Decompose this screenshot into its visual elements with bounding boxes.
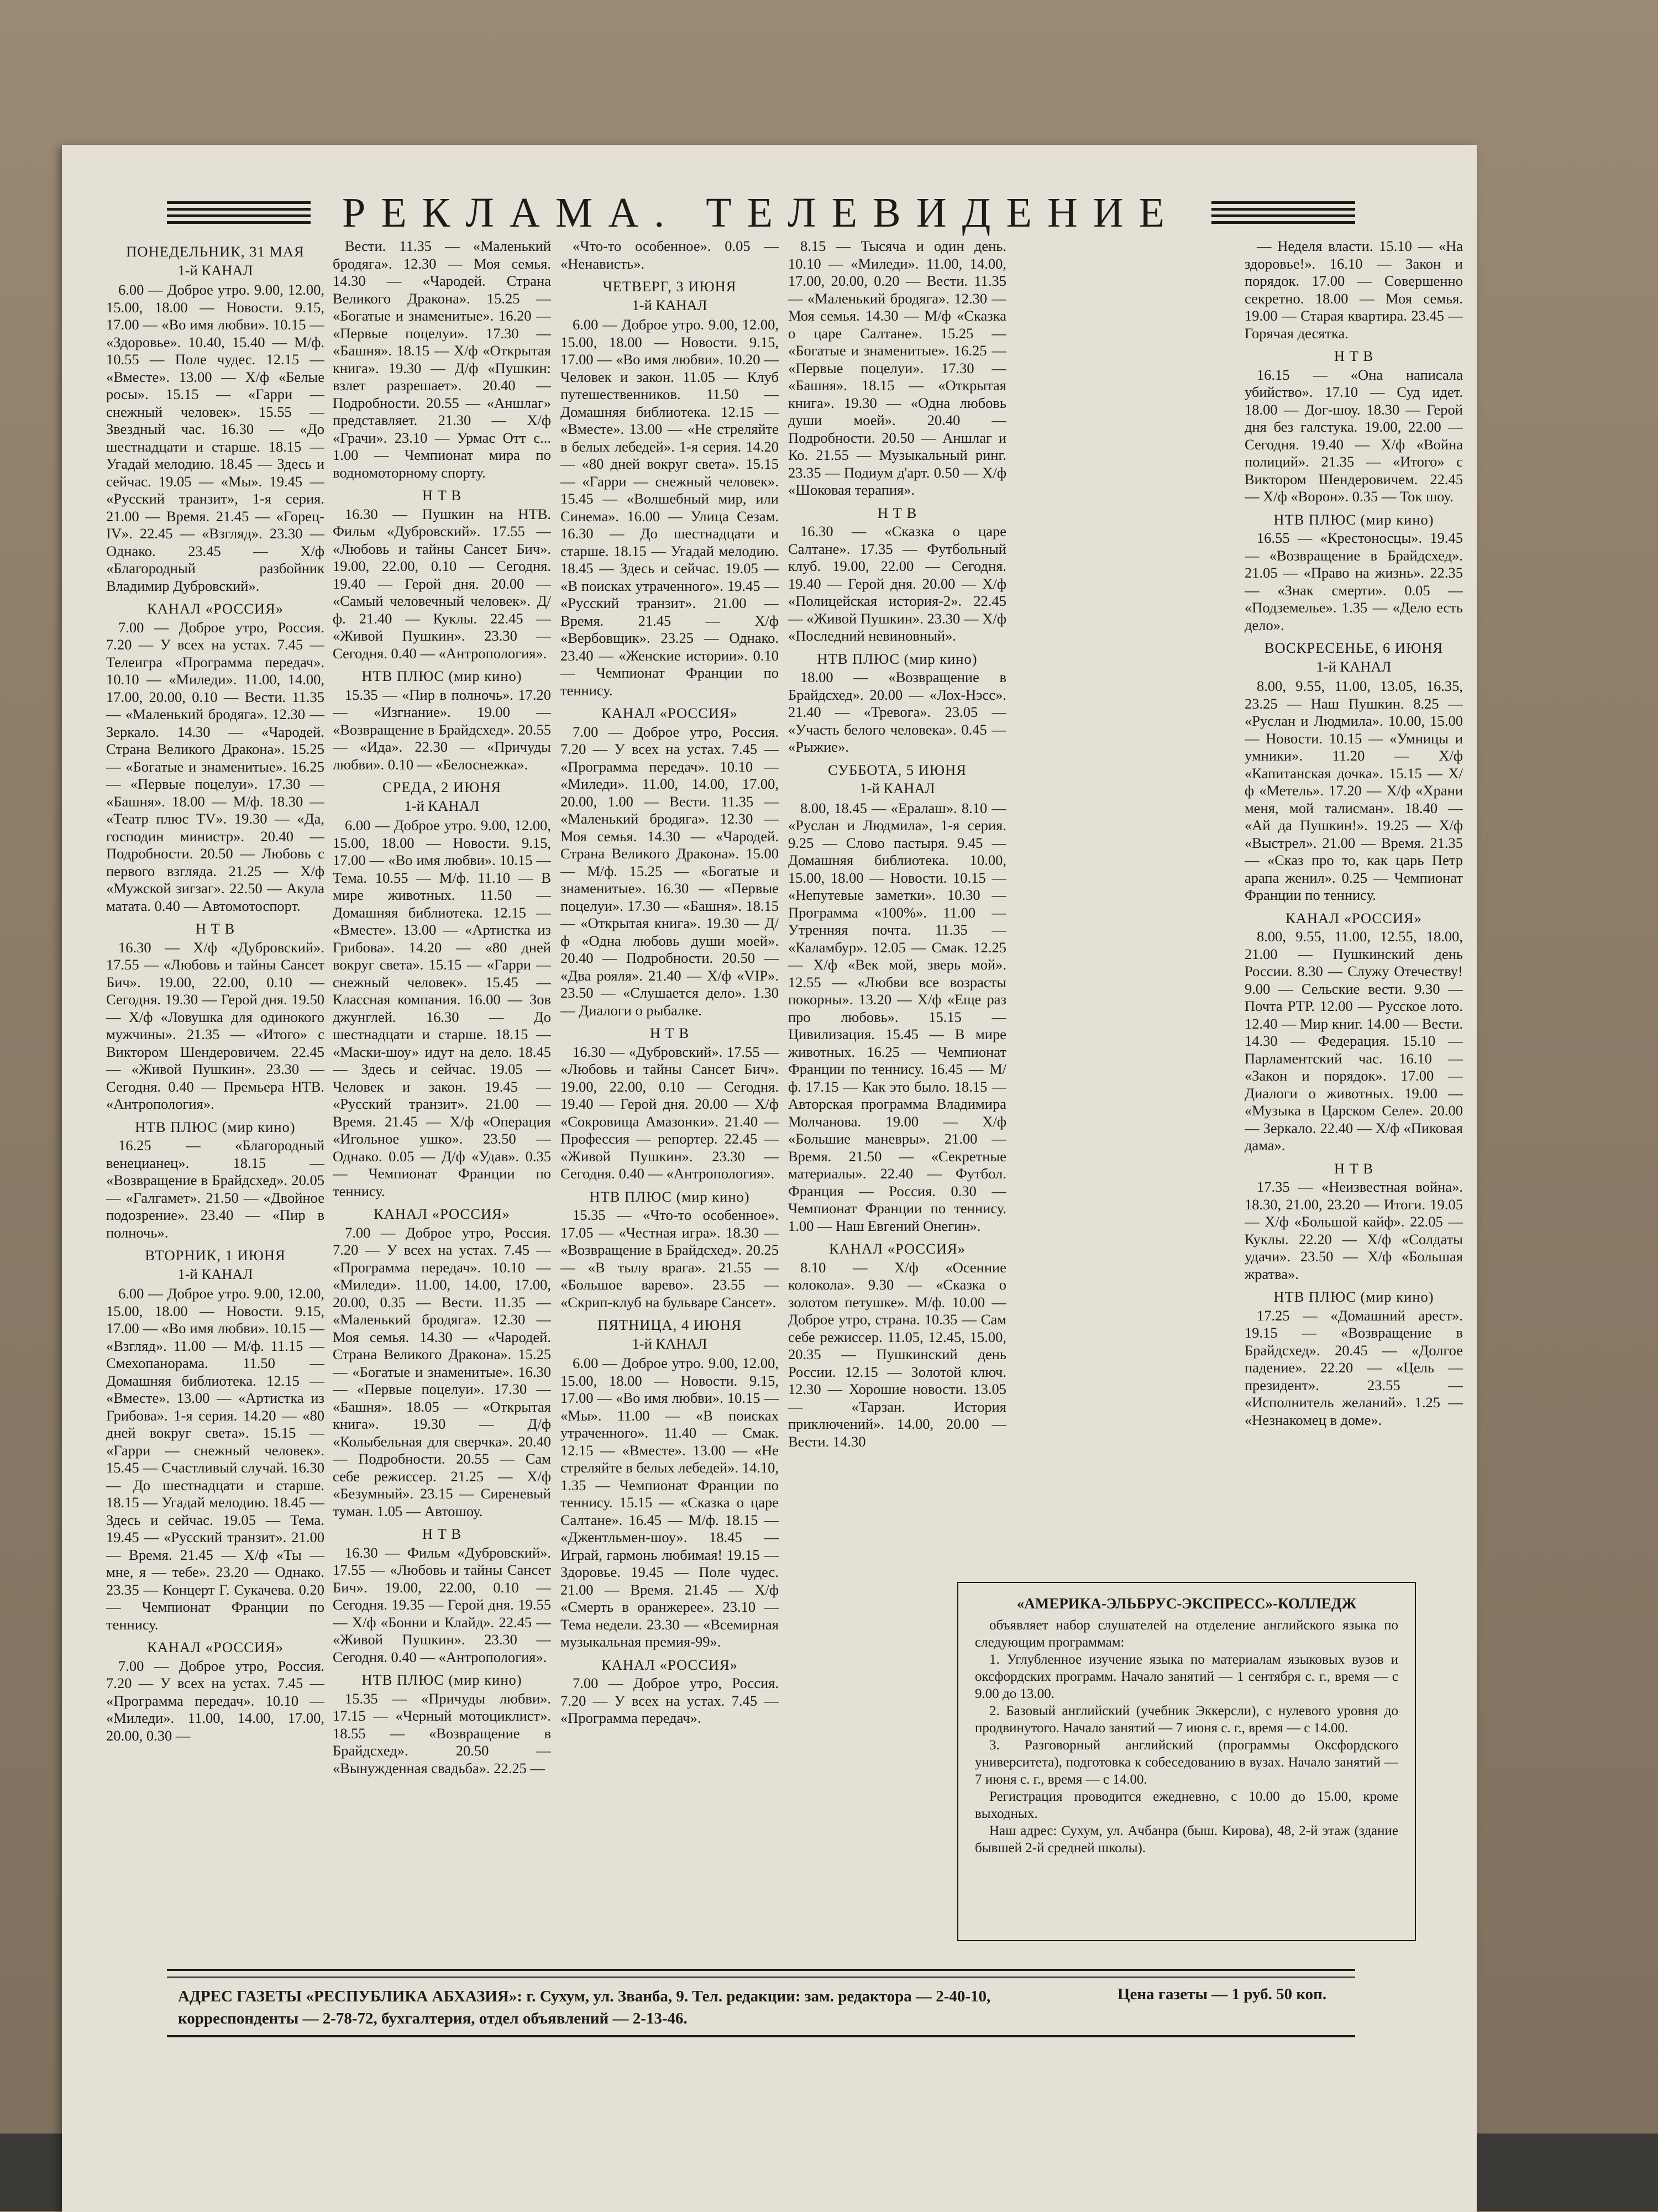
schedule-text: 8.15 — Тысяча и один день. 10.10 — «Миледи». 11.00, 14.00, 17.00, 20.00, 0.20 — Вести. 11.35 — «Маленький бродяга». 12.30 — Моя семья. 14.30 — М/ф «Сказка о царе Салтане». 15.25 — «Богатые и знаменитые». 16.25 — «Первые поцелуи». 17.30 — «Башня». 18.15 — «Открытая книга». 19.30 — «Одна любовь души моей». 20.40 — Подробности. 20.50 — Аншлаг и Ко. 21.55 — Музыкальный ринг. 23.35 — Подиум д'арт. 0.50 — Х/ф «Шоковая терапия». bbox=[788, 238, 1006, 498]
channel-heading: Н Т В bbox=[649, 1025, 690, 1041]
channel-heading: Н Т В bbox=[422, 1526, 462, 1542]
channel-heading: 1-й КАНАЛ bbox=[1316, 658, 1392, 675]
ad-text: Наш адрес: Сухум, ул. Ачбанра (быш. Кирова), 48, 2-й этаж (здание бывшей 2-й средней школы). bbox=[975, 1823, 1398, 1855]
ad-text: 1. Углубленное изучение языка по материалам языковых вузов и оксфордских программ. Начало занятий — 1 сентября с. г., время — с 9.00 до 13.00. bbox=[975, 1652, 1398, 1701]
page-title: РЕКЛАМА. ТЕЛЕВИДЕНИЕ bbox=[342, 190, 1180, 236]
schedule-text: 6.00 — Доброе утро. 9.00, 12.00, 15.00, 18.00 — Новости. 9.15, 17.00 — «Во имя любви». 10.15 — «Взгляд». 11.00 — М/ф. 11.15 — Смехопанорама. 11.50 — Домашняя библиотека. 12.15 — «Вместе». 13.00 — «Артистка из Грибова». 1-я серия. 14.20 — «80 дней вокруг света». 15.15 — «Гарри — снежный человек». 15.45 — Счастливый случай. 16.30 — До шестнадцати и старше. 18.15 — Угадай мелодию. 18.45 — Здесь и сейчас. 19.05 — Тема. 19.45 — «Русский транзит». 21.00 — Время. 21.45 — Х/ф «Ты — мне, я — тебе». 23.20 — Однако. 23.35 — Концерт Г. Сукачева. 0.20 — Чемпионат Франции по теннису. bbox=[106, 1285, 324, 1633]
schedule-text: 8.00, 18.45 — «Ералаш». 8.10 — «Руслан и Людмила», 1-я серия. 9.25 — Слово пастыря. 9.45 — Домашняя библиотека. 10.00, 15.00, 18.00 — Новости. 10.15 — «Непутевые заметки». 10.30 — Программа «100%». 11.00 — Утренняя почта. 11.35 — «Каламбур». 12.05 — Смак. 12.25 — Х/ф «Век мой, зверь мой». 12.55 — «Любви все возрасты покорны». 13.20 — Х/ф «Еще раз про любовь». 15.15 — Цивилизация. 15.45 — В мире животных. 16.25 — Чемпионат Франции по теннису. 16.45 — М/ф. 17.15 — Как это было. 18.15 — Авторская программа Владимира Молчанова. 19.00 — Х/ф «Большие маневры». 21.00 — Время. 21.50 — «Секретные материалы». 22.40 — Футбол. Франция — Россия. 0.30 — Чемпионат Франции по теннису. 1.00 — Наш Евгений Онегин». bbox=[788, 799, 1006, 1234]
channel-heading: 1-й КАНАЛ bbox=[177, 1265, 253, 1282]
column-2 bbox=[333, 238, 551, 1951]
schedule-text: Вести. 11.35 — «Маленький бродяга». 12.30 — Моя семья. 14.30 — «Чародей. Страна Великого Дракона». 15.25 — «Богатые и знаменитые». 16.20 — «Первые поцелуи». 17.30 — «Башня». 18.15 — Х/ф «Открытая книга». 19.30 — Д/ф «Пушкин: взлет разрешает». 20.40 — Подробности. 20.55 — «Аншлаг» представляет. 21.30 — Х/ф «Грачи». 23.10 — Урмас Отт с... 1.00 — Чемпионат мира по водномоторному спорту. bbox=[333, 238, 551, 481]
channel-heading: КАНАЛ «РОССИЯ» bbox=[147, 600, 284, 617]
channel-heading: НТВ ПЛЮС (мир кино) bbox=[817, 650, 978, 667]
schedule-text: 8.00, 9.55, 11.00, 12.55, 18.00, 21.00 — Пушкинский день России. 8.30 — Служу Отечеству! 9.00 — Сельские вести. 9.30 — Почта РТР. 12.00 — Русское лото. 12.40 — Мир книг. 14.00 — Вести. 14.30 — Федерация. 15.10 — Парламентский час. 16.10 — «Закон и порядок». 17.00 — Диалоги о животных. 19.00 — «Музыка в Царском Селе». 20.00 — Зеркало. 22.40 — Х/ф «Пиковая дама». bbox=[1245, 928, 1463, 1154]
channel-heading: Н Т В bbox=[195, 920, 235, 937]
channel-heading: 1-й КАНАЛ bbox=[404, 797, 480, 814]
address-text: АДРЕС ГАЗЕТЫ «РЕСПУБЛИКА АБХАЗИЯ»: г. Сухум, ул. Званба, 9. Тел. редакции: зам. редактора — 2-40-10, корреспонденты — 2-78-72, бухгалтерия, отдел объявлений — 2-13-46. bbox=[178, 1988, 991, 2027]
column-1 bbox=[106, 238, 324, 1951]
channel-heading: Н Т В bbox=[877, 504, 917, 521]
day-heading: ВТОРНИК, 1 ИЮНЯ bbox=[145, 1247, 286, 1264]
schedule-text: 16.30 — Х/ф «Дубровский». 17.55 — «Любовь и тайны Сансет Бич». 19.00, 22.00, 0.10 — Сегодня. 19.30 — Герой дня. 19.50 — Х/ф «Ловушка для одинокого мужчины». 21.35 — «Итого» с Виктором Шендеровичем. 22.45 — «Живой Пушкин». 23.30 — Сегодня. 0.40 — Премьера НТВ. «Антропология». bbox=[106, 939, 324, 1112]
channel-heading: Н Т В bbox=[422, 487, 462, 504]
day-heading: СУББОТА, 5 ИЮНЯ bbox=[828, 761, 967, 778]
schedule-text: 18.00 — «Возвращение в Брайдсхед». 20.00 — «Лох-Нэсс». 21.40 — «Тревога». 23.05 — «Участь белого человека». 0.45 — «Рыжие». bbox=[788, 669, 1006, 755]
schedule-text: 8.00, 9.55, 11.00, 13.05, 16.35, 23.25 — Наш Пушкин. 8.25 — «Руслан и Людмила». 10.00, 15.00 — Новости. 10.15 — «Умницы и умники». 11.20 — Х/ф «Капитанская дочка». 15.15 — Х/ф «Метель». 17.20 — Х/ф «Храни меня, мой талисман». 18.40 — «Ай да Пушкин!». 19.25 — Х/ф «Выстрел». 21.00 — Время. 21.35 — «Сказ про то, как царь Петр арапа женил». 0.25 — Чемпионат Франции по теннису. bbox=[1245, 678, 1463, 903]
schedule-text: 17.25 — «Домашний арест». 19.15 — «Возвращение в Брайдсхед». 20.45 — «Долгое падение». 22.20 — «Цель — президент». 23.55 — «Исполнитель желаний». 1.25 — «Незнакомец в доме». bbox=[1245, 1307, 1463, 1428]
channel-heading: 1-й КАНАЛ bbox=[859, 780, 935, 796]
channel-heading: 1-й КАНАЛ bbox=[632, 296, 707, 313]
column-5 bbox=[1245, 238, 1463, 1509]
channel-heading: Н Т В bbox=[1334, 1160, 1374, 1177]
day-heading: ВОСКРЕСЕНЬЕ, 6 ИЮНЯ bbox=[1264, 640, 1444, 656]
channel-heading: КАНАЛ «РОССИЯ» bbox=[601, 1656, 738, 1673]
schedule-text: 6.00 — Доброе утро. 9.00, 12.00, 15.00, 18.00 — Новости. 9.15, 17.00 — «Во имя любви». 10.15 — «Мы». 11.00 — «В поисках утраченного». 11.40 — Смак. 12.15 — «Вместе». 13.00 — «Не стреляйте в белых лебедей». 14.10, 1.35 — Чемпионат Франции по теннису. 15.15 — «Сказка о царе Салтане». 16.45 — М/ф. 18.15 — «Джентльмен-шоу». 18.45 — Играй, гармонь любимая! 19.15 — Здоровье. 19.45 — Поле чудес. 21.00 — Время. 21.45 — Х/ф «Смерть в оранжерее». 23.10 — Тема недели. 23.30 — «Всемирная музыкальная премия-99». bbox=[560, 1355, 779, 1650]
schedule-text: 15.35 — «Пир в полночь». 17.20 — «Изгнание». 19.00 — «Возвращение в Брайдсхед». 20.55 — «Ида». 22.30 — «Причуды любви». 0.10 — «Белоснежка». bbox=[333, 686, 551, 773]
schedule-text: 8.10 — Х/ф «Осенние колокола». 9.30 — «Сказка о золотом петушке». М/ф. 10.00 — Доброе утро, страна. 10.35 — Сам себе режиссер. 11.05, 12.45, 15.00, 20.35 — Пушкинский день России. 12.15 — Золотой ключ. 12.30 — Хорошие новости. 13.05 — «Тарзан. История приключений». 14.00, 20.00 — Вести. 14.30 bbox=[788, 1259, 1006, 1450]
channel-heading: КАНАЛ «РОССИЯ» bbox=[1286, 909, 1422, 926]
ad-text: Регистрация проводится ежедневно, с 10.00 до 15.00, кроме выходных. bbox=[975, 1789, 1398, 1821]
schedule-text: 15.35 — «Причуды любви». 17.15 — «Черный мотоциклист». 18.55 — «Возвращение в Брайдсхед». 20.50 — «Вынужденная свадьба». 22.25 — bbox=[333, 1690, 551, 1776]
channel-heading: КАНАЛ «РОССИЯ» bbox=[829, 1240, 966, 1257]
schedule-text: 16.30 — «Дубровский». 17.55 — «Любовь и тайны Сансет Бич». 19.00, 22.00, 0.10 — Сегодня. 19.40 — Герой дня. 20.00 — Х/ф «Сокровища Амазонки». 21.40 — Профессия — репортер. 22.45 — «Живой Пушкин». 23.30 — Сегодня. 0.40 — «Антропология». bbox=[560, 1043, 779, 1182]
masthead-rule-left bbox=[167, 201, 311, 228]
schedule-text: 16.15 — «Она написала убийство». 17.10 — Суд идет. 18.00 — Дог-шоу. 18.30 — Герой дня без галстука. 19.00, 22.00 — Сегодня. 19.40 — Х/ф «Война полиций». 21.35 — «Итого» с Виктором Шендеровичем. 22.45 — Х/ф «Ворон». 0.35 — Ток шоу. bbox=[1245, 366, 1463, 505]
day-heading: ПЯТНИЦА, 4 ИЮНЯ bbox=[597, 1317, 742, 1333]
schedule-text: 17.35 — «Неизвестная война». 18.30, 21.00, 23.20 — Итоги. 19.05 — Х/ф «Большой кайф». 22.05 — Куклы. 22.20 — Х/ф «Солдаты удачи». 23.50 — Х/ф «Большая жратва». bbox=[1245, 1178, 1463, 1282]
schedule-text: 16.30 — Пушкин на НТВ. Фильм «Дубровский». 17.55 — «Любовь и тайны Сансет Бич». 19.00, 22.00, 0.10 — Сегодня. 19.40 — Герой дня. 20.00 — «Самый человечный человек». Д/ф. 21.40 — Куклы. 22.45 — «Живой Пушкин». 23.30 — Сегодня. 0.40 — «Антропология». bbox=[333, 505, 551, 662]
schedule-text: 16.25 — «Благородный венецианец». 18.15 — «Возвращение в Брайдсхед». 20.05 — «Галгамет». 21.50 — «Двойное подозрение». 23.40 — «Пир в полночь». bbox=[106, 1137, 324, 1241]
channel-heading: 1-й КАНАЛ bbox=[632, 1335, 707, 1352]
schedule-text: «Что-то особенное». 0.05 — «Ненависть». bbox=[560, 238, 779, 272]
channel-heading: НТВ ПЛЮС (мир кино) bbox=[1273, 1288, 1434, 1305]
channel-heading: КАНАЛ «РОССИЯ» bbox=[147, 1639, 284, 1655]
channel-heading: КАНАЛ «РОССИЯ» bbox=[374, 1205, 510, 1222]
schedule-text: 6.00 — Доброе утро. 9.00, 12.00, 15.00, 18.00 — Новости. 9.15, 17.00 — «Во имя любви». 10.15 — «Здоровье». 10.40, 15.40 — М/ф. 10.55 — Поле чудес. 12.15 — «Вместе». 13.00 — Х/ф «Белые росы». 15.15 — «Гарри — снежный человек». 15.55 — Звездный час. 16.30 — «До шестнадцати и старше. 18.15 — Угадай мелодию. 18.45 — Здесь и сейчас. 19.05 — «Мы». 19.45 — «Русский транзит», 1-я серия. 21.00 — Время. 21.45 — «Горец-IV». 22.45 — «Взгляд». 23.30 — Однако. 23.45 — Х/ф «Благородный разбойник Владимир Дубровский». bbox=[106, 281, 324, 594]
channel-heading: КАНАЛ «РОССИЯ» bbox=[601, 705, 738, 721]
footer-rule bbox=[167, 1969, 1355, 1978]
channel-heading: НТВ ПЛЮС (мир кино) bbox=[135, 1118, 296, 1135]
schedule-text: 7.00 — Доброе утро, Россия. 7.20 — У всех на устах. 7.45 — «Программа передач». 10.10 — «Миледи». 11.00, 14.00, 17.00, 20.00, 0.35 — Вести. 11.35 — «Маленький бродяга». 12.30 — Моя семья. 14.30 — «Чародей. Страна Великого Дракона». 15.25 — «Богатые и знаменитые». 16.30 — «Первые поцелуи». 17.30 — «Башня». 18.05 — «Открытая книга». 19.30 — Д/ф «Колыбельная для сверчка». 20.40 — Подробности. 20.55 — Сам себе режиссер. 21.25 — Х/ф «Безумный». 23.15 — Сиреневый туман. 1.05 — Автошоу. bbox=[333, 1224, 551, 1519]
schedule-text: 15.35 — «Что-то особенное». 17.05 — «Честная игра». 18.30 — «Возвращение в Брайдсхед». 20.25 — «В тылу врага». 21.55 — «Большое варево». 23.55 — «Скрип-клуб на бульваре Сансет». bbox=[560, 1207, 779, 1311]
channel-heading: Н Т В bbox=[1334, 348, 1374, 364]
schedule-text: 6.00 — Доброе утро. 9.00, 12.00, 15.00, 18.00 — Новости. 9.15, 17.00 — «Во имя любви». 10.20 — Человек и закон. 11.05 — Клуб путешественников. 11.50 — Домашняя библиотека. 12.15 — «Вместе». 13.00 — «Не стреляйте в белых лебедей». 1-я серия. 14.20 — «80 дней вокруг света». 15.15 — «Гарри — снежный человек». 15.45 — «Волшебный мир, или Синема». 16.00 — Улица Сезам. 16.30 — До шестнадцати и старше. 18.15 — Угадай мелодию. 18.45 — Здесь и сейчас. 19.05 — «В поисках утраченного». 19.45 — «Русский транзит». 21.00 — Время. 21.45 — Х/ф «Вербовщик». 23.25 — Однако. 23.40 — «Женские истории». 0.10 — Чемпионат Франции по теннису. bbox=[560, 316, 779, 699]
day-heading: СРЕДА, 2 ИЮНЯ bbox=[382, 779, 502, 795]
schedule-text: 16.55 — «Крестоносцы». 19.45 — «Возвращение в Брайдсхед». 21.05 — «Право на жизнь». 22.35 — «Знак смерти». 0.05 — «Подземелье». 1.35 — «Дело есть дело». bbox=[1245, 530, 1463, 633]
day-heading: ЧЕТВЕРГ, 3 ИЮНЯ bbox=[602, 278, 737, 295]
newspaper-page bbox=[62, 145, 1477, 2212]
channel-heading: НТВ ПЛЮС (мир кино) bbox=[361, 668, 522, 684]
schedule-text: — Неделя власти. 15.10 — «На здоровье!». 16.10 — Закон и порядок. 17.00 — Совершенно секретно. 18.00 — Моя семья. 19.00 — Старая квартира. 23.45 — Горячая десятка. bbox=[1245, 238, 1463, 342]
schedule-text: 16.30 — «Сказка о царе Салтане». 17.35 — Футбольный клуб. 19.00, 22.00 — Сегодня. 19.40 — Герой дня. 20.00 — Х/ф «Полицейская история-2». 22.45 — «Живой Пушкин». 23.30 — Х/ф «Последний невиновный». bbox=[788, 523, 1006, 644]
channel-heading: НТВ ПЛЮС (мир кино) bbox=[589, 1188, 750, 1205]
schedule-text: 7.00 — Доброе утро, Россия. 7.20 — У всех на устах. 7.45 — Телеигра «Программа передач». 10.10 — «Миледи». 11.00, 14.00, 17.00, 20.00, 0.10 — Вести. 11.35 — «Маленький бродяга». 12.30 — Зеркало. 14.30 — «Чародей. Страна Великого Дракона». 15.25 — «Богатые и знаменитые». 16.25 — «Первые поцелуи». 17.30 — «Башня». 18.00 — М/ф. 18.30 — «Театр плюс TV». 19.30 — «Да, господин министр». 20.40 — Подробности. 20.50 — Любовь с первого взгляда. 21.25 — Х/ф «Мужской зигзаг». 22.50 — Акула матата. 0.40 — Автомотоспорт. bbox=[106, 618, 324, 914]
ad-text: 2. Базовый английский (учебник Эккерсли), с нулевого уровня до продвинутого. Начало занятий — 7 июня с. г., время — с 14.00. bbox=[975, 1703, 1398, 1736]
schedule-text: 16.30 — Фильм «Дубровский». 17.55 — «Любовь и тайны Сансет Бич». 19.00, 22.00, 0.10 — Сегодня. 19.35 — Герой дня. 19.55 — Х/ф «Бонни и Клайд». 22.45 — «Живой Пушкин». 23.30 — Сегодня. 0.40 — «Антропология». bbox=[333, 1544, 551, 1665]
schedule-text: 7.00 — Доброе утро, Россия. 7.20 — У всех на устах. 7.45 — «Программа передач». bbox=[560, 1675, 779, 1726]
schedule-text: 7.00 — Доброе утро, Россия. 7.20 — У всех на устах. 7.45 — «Программа передач». 10.10 — «Миледи». 11.00, 14.00, 17.00, 20.00, 1.00 — Вести. 11.35 — «Маленький бродяга». 12.30 — Моя семья. 14.30 — «Чародей. Страна Великого Дракона». 15.00 — М/ф. 15.25 — «Богатые и знаменитые». 16.30 — «Первые поцелуи». 17.30 — «Башня». 18.15 — «Открытая книга». 19.30 — Д/ф «Одна любовь души моей». 20.40 — Подробности. 20.50 — «Два рояля». 21.40 — Х/ф «VIP». 23.50 — «Слушается дело». 1.30 — Диалоги о рыбалке. bbox=[560, 723, 779, 1019]
schedule-text: 6.00 — Доброе утро. 9.00, 12.00, 15.00, 18.00 — Новости. 9.15, 17.00 — «Во имя любви». 10.15 — Тема. 10.55 — М/ф. 11.10 — В мире животных. 11.50 — Домашняя библиотека. 12.15 — «Вместе». 13.00 — «Артистка из Грибова». 14.20 — «80 дней вокруг света». 15.15 — «Гарри — снежный человек». 15.45 — Классная компания. 16.00 — Зов джунглей. 16.30 — До шестнадцати и старше. 18.15 — «Маски-шоу» идут на дело. 18.45 — Здесь и сейчас. 19.05 — Человек и закон. 19.45 — «Русский транзит». 21.00 — Время. 21.45 — Х/ф «Операция «Игольное ушко». 23.50 — Однако. 0.05 — Д/ф «Удав». 0.35 — Чемпионат Франции по теннису. bbox=[333, 817, 551, 1199]
column-3 bbox=[560, 238, 779, 1951]
channel-heading: НТВ ПЛЮС (мир кино) bbox=[361, 1671, 522, 1688]
ad-text: объявляет набор слушателей на отделение английского языка по следующим программам: bbox=[975, 1618, 1398, 1650]
college-advertisement bbox=[957, 1582, 1416, 1941]
channel-heading: НТВ ПЛЮС (мир кино) bbox=[1273, 511, 1434, 528]
day-heading: ПОНЕДЕЛЬНИК, 31 МАЯ bbox=[126, 243, 305, 260]
masthead bbox=[167, 189, 1355, 239]
schedule-text: 7.00 — Доброе утро, Россия. 7.20 — У всех на устах. 7.45 — «Программа передач». 10.10 — «Миледи». 11.00, 14.00, 17.00, 20.00, 0.30 — bbox=[106, 1657, 324, 1744]
price-text: Цена газеты — 1 руб. 50 коп. bbox=[1117, 1985, 1327, 2003]
ad-title: «АМЕРИКА-ЭЛЬБРУС-ЭКСПРЕСС»-КОЛЛЕДЖ bbox=[1016, 1595, 1357, 1612]
channel-heading: 1-й КАНАЛ bbox=[177, 261, 253, 279]
footer-rule-bottom bbox=[167, 2035, 1355, 2037]
masthead-rule-right bbox=[1211, 201, 1355, 228]
ad-text: 3. Разговорный английский (программы Оксфордского университета), подготовка к собеседованию в вузах. Начало занятий — 7 июня с. г., время — с 14.00. bbox=[975, 1738, 1398, 1787]
